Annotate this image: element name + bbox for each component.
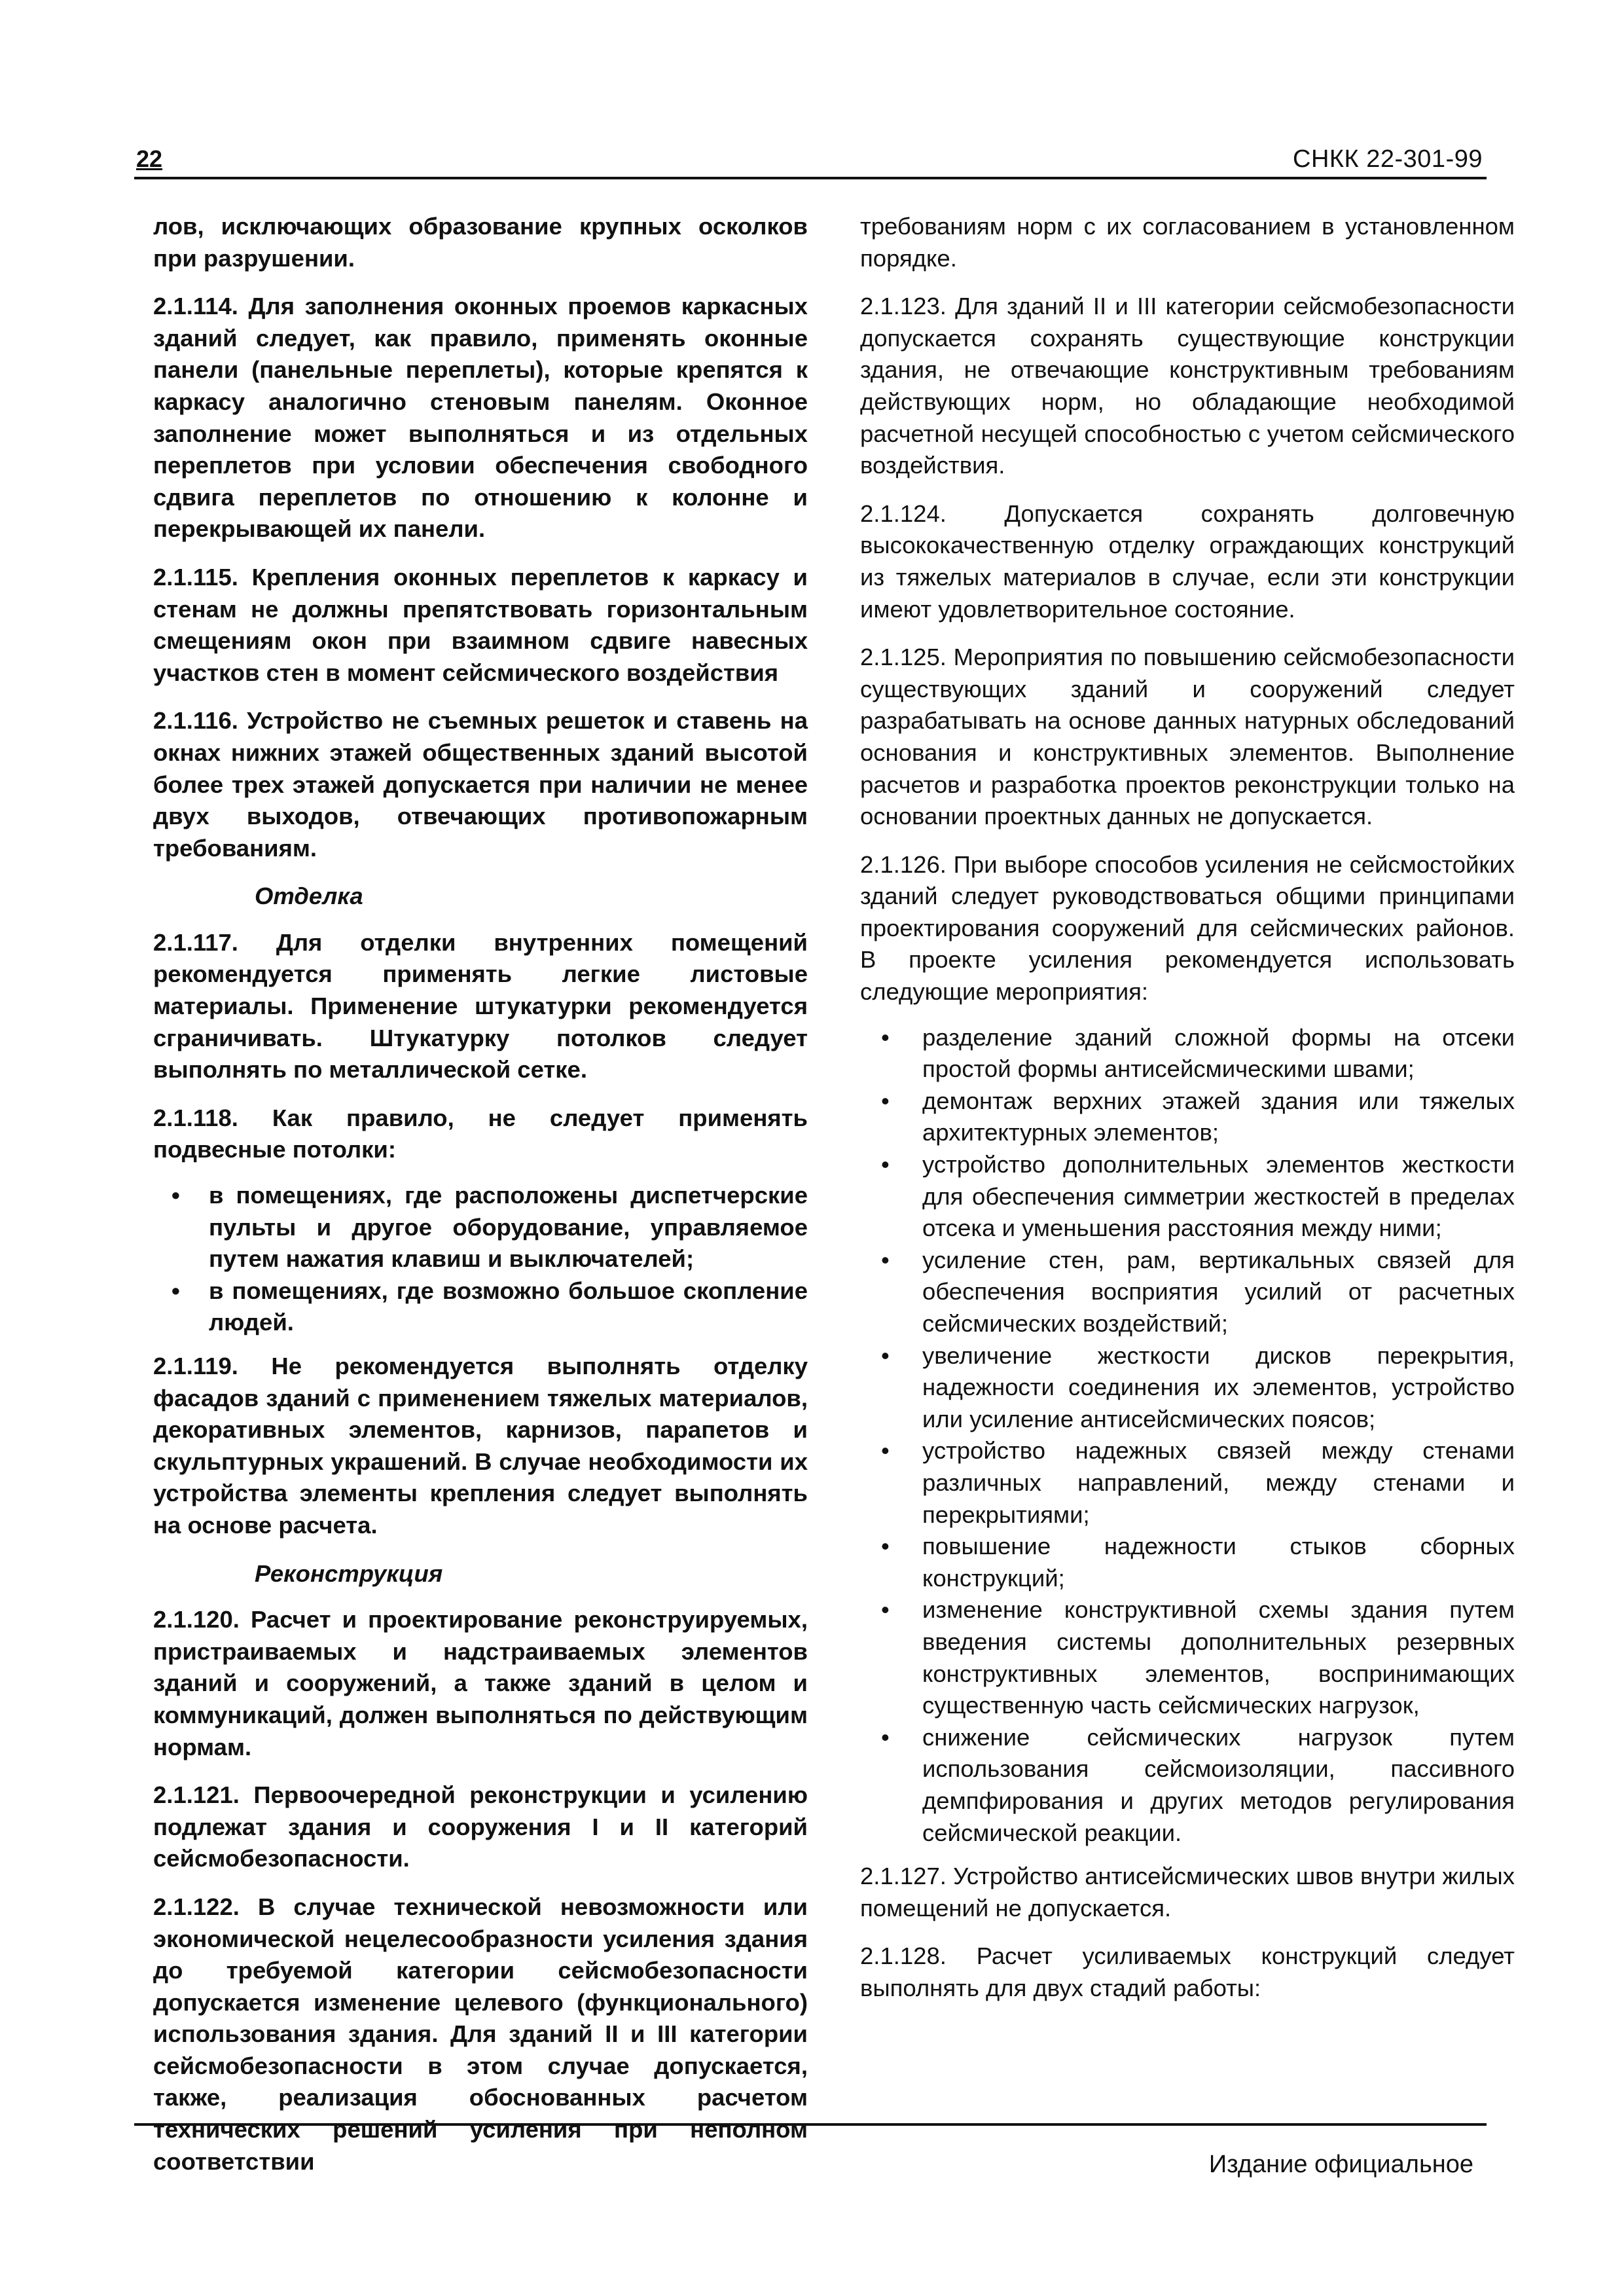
list-item: • в помещениях, где расположены диспетчерские пульты и другое оборудование, управляемое путем нажатия клавиш и выключателей;: [153, 1180, 808, 1275]
list-item: • в помещениях, где возможно большое скопление людей.: [153, 1275, 808, 1339]
list-item: • увеличение жесткости дисков перекрытия, надежности соединения их элементов, устройство или усиление антисейсмических поясов;: [860, 1340, 1515, 1436]
paragraph-2-1-114: 2.1.114. Для заполнения оконных проемов каркасных зданий следует, как правило, применять оконные панели (панельные переплеты), которые крепятся к каркасу аналогично стеновым панелям. Оконное заполнение может выполняться и из отдельных переплетов при условии обеспечения свободного сдвига переплетов по отношению к колонне и перекрывающей их панели.: [153, 293, 808, 543]
paragraph-2-1-115: 2.1.115. Крепления оконных переплетов к каркасу и стенам не должны препятствовать горизонтальным смещениям окон при взаимном сдвиге навесных участков стен в момент сейсмического воздействия: [153, 563, 808, 686]
page-number: 22: [136, 145, 163, 172]
paragraph-2-1-128: 2.1.128. Расчет усиливаемых конструкций следует выполнять для двух стадий работы:: [860, 1942, 1515, 2001]
paragraph-2-1-123: 2.1.123. Для зданий II и III категории сейсмобезопасности допускается сохранять существующие конструкции здания, не отвечающие конструктивным требованиям действующих норм, но обладающие необходимой расчетной несущей способностью с учетом сейсмического воздействия.: [860, 293, 1515, 479]
paragraph-2-1-126: 2.1.126. При выборе способов усиления не сейсмостойких зданий следует руководствоваться общими принципами проектирования сооружений для сейсмических районов. В проекте усиления рекомендуется использовать следующие мероприятия:: [860, 850, 1515, 1006]
paragraph-2-1-117: 2.1.117. Для отделки внутренних помещений рекомендуется применять легкие листовые материалы. Применение штукатурки рекомендуется сграничивать. Штукатурку потолков следует выполнять по металлической сетке.: [153, 928, 808, 1084]
list-item: • демонтаж верхних этажей здания или тяжелых архитектурных элементов;: [860, 1085, 1515, 1149]
document-code: СНКК 22-301-99: [1293, 145, 1483, 173]
paragraph-2-1-118: 2.1.118. Как правило, не следует применять подвесные потолки:: [153, 1104, 808, 1163]
header-rule: [134, 177, 1487, 179]
list-item: • усиление стен, рам, вертикальных связей для обеспечения восприятия усилий от расчетных сейсмических воздействий;: [860, 1245, 1515, 1340]
paragraph-2-1-124: 2.1.124. Допускается сохранять долговечную высококачественную отделку ограждающих конструкций из тяжелых материалов в случае, если эти конструкции имеют удовлетворительное состояние.: [860, 500, 1515, 623]
bullet-list-ceilings: [153, 1180, 808, 1339]
paragraph: лов, исключающих образование крупных осколков при разрушении.: [153, 213, 808, 272]
list-item: • устройство дополнительных элементов жесткости для обеспечения симметрии жесткостей в пределах отсека и уменьшения расстояния между ними;: [860, 1149, 1515, 1245]
paragraph-2-1-120: 2.1.120. Расчет и проектирование реконструируемых, пристраиваемых и надстраиваемых элементов зданий и сооружений, а также зданий в целом и коммуникаций, должен выполняться по действующим нормам.: [153, 1606, 808, 1760]
paragraph: требованиям норм с их согласованием в установленном порядке.: [860, 213, 1515, 272]
footer-official-edition: Издание официальное: [1208, 2151, 1473, 2178]
bullet-list-strengthening-measures: [860, 1022, 1515, 1849]
paragraph-2-1-127: 2.1.127. Устройство антисейсмических швов внутри жилых помещений не допускается.: [860, 1863, 1515, 1922]
paragraph-2-1-119: 2.1.119. Не рекомендуется выполнять отделку фасадов зданий с применением тяжелых материалов, декоративных элементов, карнизов, парапетов и скульптурных украшений. В случае необходимости их устройства элементы крепления следует выполнять на основе расчета.: [153, 1353, 808, 1539]
list-item: • повышение надежности стыков сборных конструкций;: [860, 1531, 1515, 1594]
list-item: • устройство надежных связей между стенами различных направлений, между стенами и перекрытиями;: [860, 1435, 1515, 1531]
section-heading-finishing: Отделка: [255, 883, 363, 910]
right-column: [860, 211, 1515, 2020]
list-item: • разделение зданий сложной формы на отсеки простой формы антисейсмическими швами;: [860, 1022, 1515, 1085]
paragraph-2-1-116: 2.1.116. Устройство не съемных решеток и ставень на окнах нижних этажей общественных зданий высотой более трех этажей допускается при наличии не менее двух выходов, отвечающих противопожарным требованиям.: [153, 707, 808, 862]
list-item: • изменение конструктивной схемы здания путем введения системы дополнительных резервных конструктивных элементов, воспринимающих существенную часть сейсмических нагрузок,: [860, 1594, 1515, 1721]
footer-rule: [134, 2123, 1487, 2126]
paragraph-2-1-125: 2.1.125. Мероприятия по повышению сейсмобезопасности существующих зданий и сооружений следует разрабатывать на основе данных натурных обследований основания и конструктивных элементов. Выполнение расчетов и разработка проектов реконструкции только на основании проектных данных не допускается.: [860, 644, 1515, 830]
paragraph-2-1-121: 2.1.121. Первоочередной реконструкции и усилению подлежат здания и сооружения I и II категорий сейсмобезопасности.: [153, 1781, 808, 1872]
section-heading-reconstruction: Реконструкция: [255, 1559, 443, 1587]
paragraph-2-1-122: 2.1.122. В случае технической невозможности или экономической нецелесообразности усиления здания до требуемой категории сейсмобезопасности допускается изменение целевого (функционального) использования здания. Для зданий II и III категории сейсмобезопасности в этом случае допускается, также, реализация обоснованных расчетом технических решений усиления при неполном соответствии: [153, 1893, 808, 2175]
list-item: • снижение сейсмических нагрузок путем использования сейсмоизоляции, пассивного демпфирования и других методов регулирования сейсмической реакции.: [860, 1722, 1515, 1849]
left-column: [153, 211, 808, 2194]
